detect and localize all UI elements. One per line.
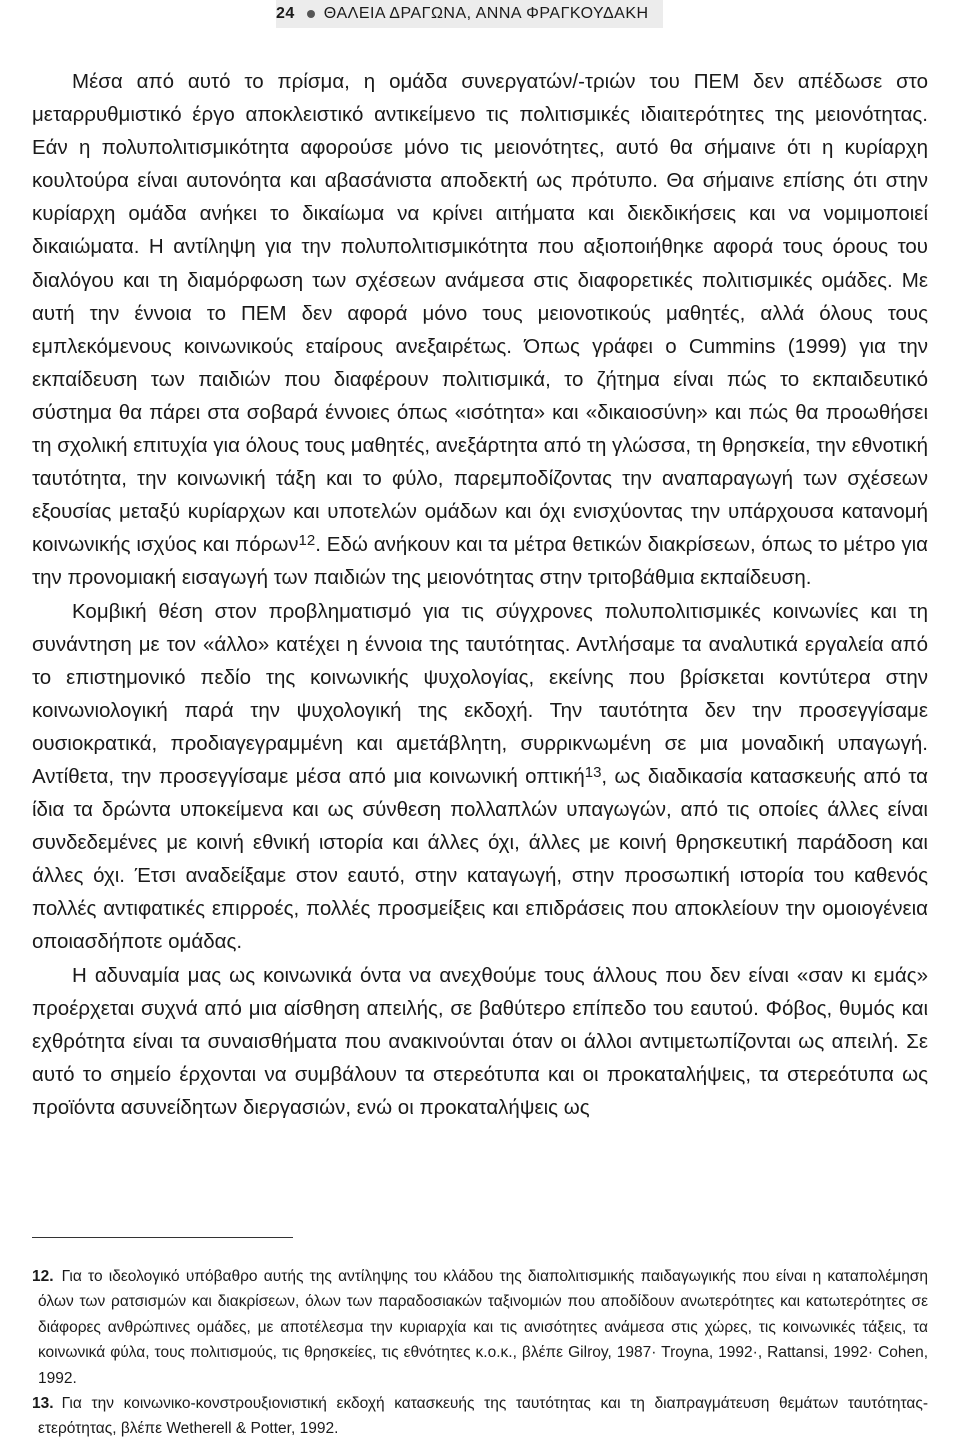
page-number: 24 [276, 5, 295, 22]
paragraph-1: Μέσα από αυτό το πρίσμα, η ομάδα συνεργατών/-τριών του ΠΕΜ δεν απέδωσε στο μεταρρυθμιστικό έργο αποκλειστικό αντικείμενο τις πολιτισμικές ιδιαιτερότητες της μειονότητας. Εάν η πολυπολιτισμικότητα αφορούσε μόνο τις μειονότητες, αυτό θα σήμαινε ότι η κυρίαρχη κουλτούρα είναι αυτονόητα και αβασάνιστα αποδεκτή ως πρότυπο. Θα σήμαινε επίσης ότι στην κυρίαρχη ομάδα ανήκει το δικαίωμα να κρίνει αιτήματα και διεκδικήσεις και να νομιμοποιεί δικαιώματα. Η αντίληψη για την πολυπολιτισμικότητα που αξιοποιήθηκε αφορά τους όρους του διαλόγου και τη διαμόρφωση των σχέσεων ανάμεσα στις διαφορετικές πολιτισμικές ομάδες. Με αυτή την έννοια το ΠΕΜ δεν αφορά μόνο τους μειονοτικούς μαθητές, αλλά όλους τους εμπλεκόμενους κοινωνικούς εταίρους ανεξαιρέτως. Όπως γράφει ο Cummins (1999) για την εκπαίδευση των παιδιών που διαφέρουν πολιτισμικά, το ζήτημα είναι πώς το εκπαιδευτικό σύστημα θα πάρει στα σοβαρά έννοιες όπως «ισότητα» και «δικαιοσύνη» και πώς θα προωθήσει τη σχολική επιτυχία για όλους τους μαθητές, ανεξάρτητα από τη γλώσσα, τη θρησκεία, την εθνοτική ταυτότητα, την κοινωνική τάξη και το φύλο, παρεμποδίζοντας την αναπαραγωγή των σχέσεων εξουσίας μεταξύ κυρίαρχων και υποτελών ομάδων και όχι ενισχύοντας την υπάρχουσα κατανομή κοινωνικής ισχύος και πόρων$^{12}$. Εδώ ανήκουν και τα μέτρα θετικών διακρίσεων, όπως το μέτρο για την προνομιακή εισαγωγή των παιδιών της μειονότητας στην τριτοβάθμια εκπαίδευση. [32, 70, 928, 590]
footnote-number: 13. [32, 1395, 54, 1413]
footnote-number: 12. [32, 1268, 54, 1285]
footnote-13 [32, 1391, 928, 1442]
footnote-ref-12[interactable]: 12 [298, 532, 316, 550]
paragraph-2: Κομβική θέση στον προβληματισμό για τις σύγχρονες πολυπολιτισμικές κοινωνίες και τη συνάντηση με τον «άλλο» κατέχει η έννοια της ταυτότητας. Αντλήσαμε τα αναλυτικά εργαλεία από το επιστημονικό πεδίο της κοινωνικής ψυχολογίας, εκείνης που βρίσκεται κοντύτερα στην κοινωνιολογική παρά την ψυχολογική της εκδοχή. Την ταυτότητα δεν την προσεγγίσαμε ουσιοκρατικά, προδιαγεγραμμένη και αμετάβλητη, συρρικνωμένη σε μια μοναδική υπαγωγή. Αντίθετα, την προσεγγίσαμε μέσα από μια κοινωνική οπτική$^{13}$, ως διαδικασία κατασκευής από τα ίδια τα δρώντα υποκείμενα και ως σύνθεση πολλαπλών υπαγωγών, από τις οποίες άλλες είναι συνδεδεμένες με κοινή εθνική ιστορία και άλλες όχι, άλλες με κοινή θρησκευτική παράδοση και άλλες όχι. Έτσι αναδείξαμε στον εαυτό, στην καταγωγή, στην προσωπική ιστορία του καθενός πολλές αντιφατικές επιρροές, πολλές προσμείξεις και επιδράσεις που αποκλείουν την ομοιογένεια οποιασδήποτε ομάδας. [32, 599, 928, 954]
main-text [32, 65, 928, 1124]
footnote-text: Για το ιδεολογικό υπόβαθρο αυτής της αντίληψης του κλάδου της διαπολιτισμικής παιδαγωγικής που είναι η καταπολέμηση όλων των ρατσισμών και διακρίσεων, όλων των παραδοσιακών ταξινομιών που αποδίδουν ανωτερότητες και κατωτερότητες σε διάφορες ανθρώπινες ομάδες, με αποτέλεσμα την κυριαρχία και τις ανισότητες ανάμεσα στις χώρες, τις κοινωνικές τάξεις, τα κοινωνικά φύλα, τους πολιτισμούς, τις θρησκείες, τις εθνότητες κ.ο.κ., βλέπε Gilroy, 1987· Troyna, 1992·, Rattansi, 1992· Cohen, 1992. [38, 1268, 928, 1387]
footnote-12 [32, 1264, 928, 1391]
footnote-ref-13[interactable]: 13 [584, 763, 602, 781]
header-authors: ΘΑΛΕΙΑ ΔΡΑΓΩΝΑ, ΑΝΝΑ ΦΡΑΓΚΟΥΔΑΚΗ [323, 5, 649, 22]
footnotes [32, 1264, 928, 1442]
bullet-dot-icon [307, 10, 315, 18]
footnote-divider [32, 1237, 293, 1238]
running-header [276, 0, 663, 28]
footnote-text: Για την κοινωνικο-κονστρουξιονιστική εκδοχή κατασκευής της ταυτότητας και τη διαπραγμάτευση θεμάτων ταυτότητας-ετερότητας, βλέπε Wetherell & Potter, 1992. [38, 1395, 928, 1438]
paragraph-3: Η αδυναμία μας ως κοινωνικά όντα να ανεχθούμε τους άλλους που δεν είναι «σαν κι εμάς» προέρχεται συχνά από μια αίσθηση απειλής, σε βαθύτερο επίπεδο του εαυτού. Φόβος, θυμός και εχθρότητα είναι τα συναισθήματα που ανακινούνται όταν οι άλλοι αντιμετωπίζονται ως απειλή. Σε αυτό το σημείο έρχονται να συμβάλουν τα στερεότυπα και οι προκαταλήψεις, τα στερεότυπα ως προϊόντα ασυνείδητων διεργασιών, ενώ οι προκαταλήψεις ως [32, 963, 928, 1119]
